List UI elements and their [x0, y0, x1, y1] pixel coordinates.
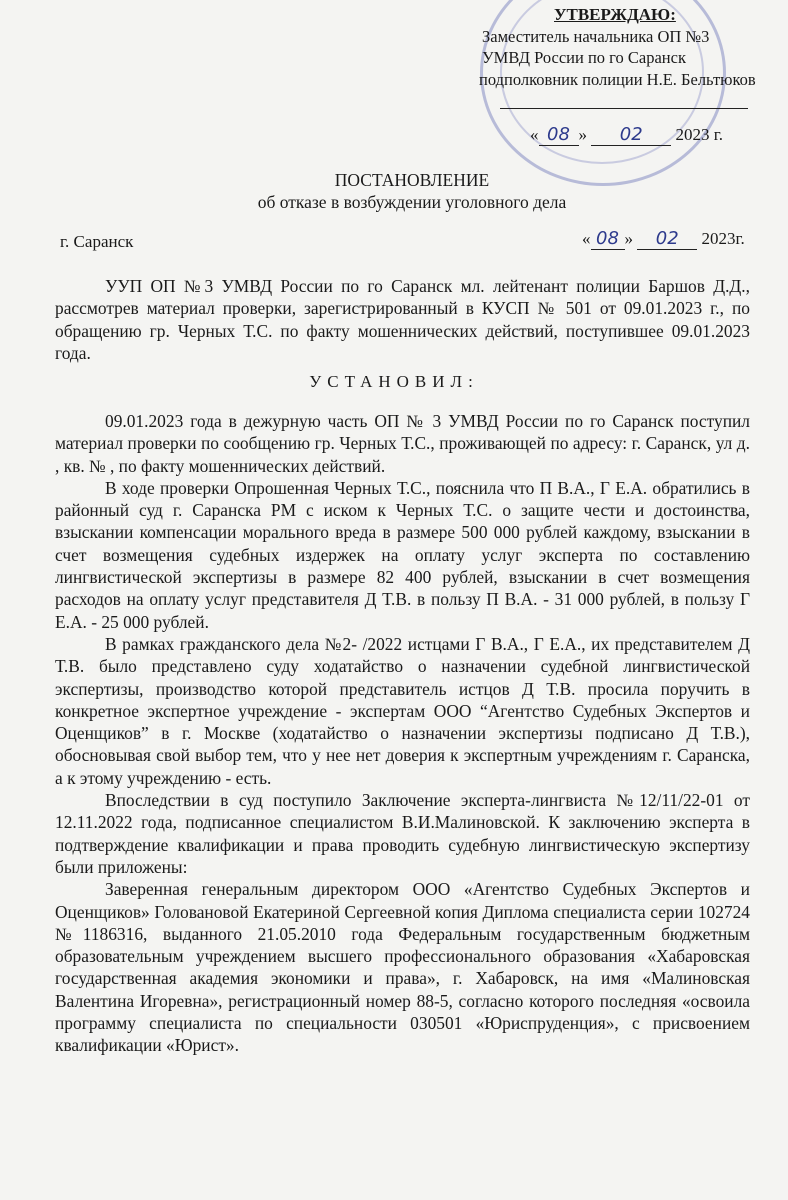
- approval-block: [479, 4, 756, 90]
- approval-position: Заместитель начальника ОП №3: [482, 26, 710, 46]
- approval-title: УТВЕРЖДАЮ:: [554, 5, 676, 24]
- document-title: ПОСТАНОВЛЕНИЕ: [334, 170, 490, 190]
- paragraph-2: В ходе проверки Опрошенная Черных Т.С., пояснила что П В.А., Г Е.А. обратились в районный суд г. Саранска РМ с иском к Черных Т.С. о защите чести и достоинства, взыскании компенсации морального вреда в размере 500 000 рублей каждому, взыскании в счет возмещения судебных издержек на оплату услуг эксперта по составлению лингвистической экспертизы в размере 82 400 рублей, взыскании в счет возмещения расходов на оплату услуг представителя Д Т.В. в пользу П В.А. - 31 000 рублей, в пользу Г Е.А. - 25 000 рублей.: [55, 477, 750, 632]
- document-date-year: 2023г.: [701, 229, 745, 248]
- approval-department: УМВД России по го Саранск: [482, 48, 686, 67]
- approval-date: [530, 124, 723, 146]
- findings-body: [55, 410, 750, 1057]
- document-date-month: 02: [637, 228, 697, 250]
- document-date: [582, 228, 745, 250]
- paragraph-1: 09.01.2023 года в дежурную часть ОП № 3 УМВД России по го Саранск поступил материал проверки по сообщению гр. Черных Т.С., проживающей по адресу: г. Саранск, ул д. , кв. № , по факту мошеннических действий.: [55, 411, 750, 476]
- document-date-close-quote: »: [624, 229, 633, 248]
- signature-line: [500, 108, 748, 109]
- section-heading-ustanovil: УСТАНОВИЛ:: [309, 372, 479, 391]
- approval-date-year: 2023 г.: [675, 125, 724, 144]
- document-date-day: 08: [591, 228, 625, 250]
- document-subtitle: об отказе в возбуждении уголовного дела: [257, 192, 567, 212]
- intro-paragraph: [55, 275, 750, 364]
- approval-date-month: 02: [591, 124, 671, 146]
- approval-rank-name: подполковник полиции Н.Е. Бельтюков: [479, 69, 756, 89]
- paragraph-4: Впоследствии в суд поступило Заключение эксперта-лингвиста №12/11/22-01 от 12.11.2022 года, подписанное специалистом В.И.Малиновской. К заключению эксперта в подтверждение квалификации и права проводить судебную лингвистическую экспертизу были приложены:: [55, 790, 750, 877]
- approval-date-close-quote: »: [578, 125, 587, 144]
- paragraph-5: Заверенная генеральным директором ООО «Агентство Судебных Экспертов и Оценщиков» Головановой Екатериной Сергеевной копия Диплома специалиста серии 102724 №1186316, выданного 21.05.2010 года Федеральным государственным бюджетным образовательным учреждением высшего профессионального образования «Хабаровская государственная академия экономики и права», г. Хабаровск, на имя «Малиновская Валентина Игоревна», регистрационный номер 88-5, согласно которого последняя «освоила программу специалиста по специальности 030501 «Юриспруденция», с присвоением квалификации «Юрист».: [55, 879, 750, 1056]
- approval-date-day: 08: [539, 124, 579, 146]
- document-place: г. Саранск: [60, 232, 134, 251]
- intro-text: УУП ОП №3 УМВД России по го Саранск мл. лейтенант полиции Баршов Д.Д., рассмотрев материал проверки, зарегистрированный в КУСП № 501 от 09.01.2023 г., по обращению гр. Черных Т.С. по факту мошеннических действий, поступившее 09.01.2023 года.: [55, 276, 750, 363]
- paragraph-3: В рамках гражданского дела №2- /2022 истцами Г В.А., Г Е.А., их представителем Д Т.В. было представлено суду ходатайство о назначении судебной лингвистической экспертизы, производство которой представитель истцов Д Т.В. просила поручить в конкретное экспертное учреждение - экспертам ООО “Агентство Судебных Экспертов и Оценщиков” в г. Москве (ходатайство о назначении экспертизы подписано Д Т.В.), обосновывая свой выбор тем, что у нее нет доверия к экспертным учреждениям г. Саранска, а к этому учреждению - есть.: [55, 633, 750, 788]
- approval-date-open-quote: «: [530, 125, 539, 144]
- document-date-open-quote: «: [582, 229, 591, 248]
